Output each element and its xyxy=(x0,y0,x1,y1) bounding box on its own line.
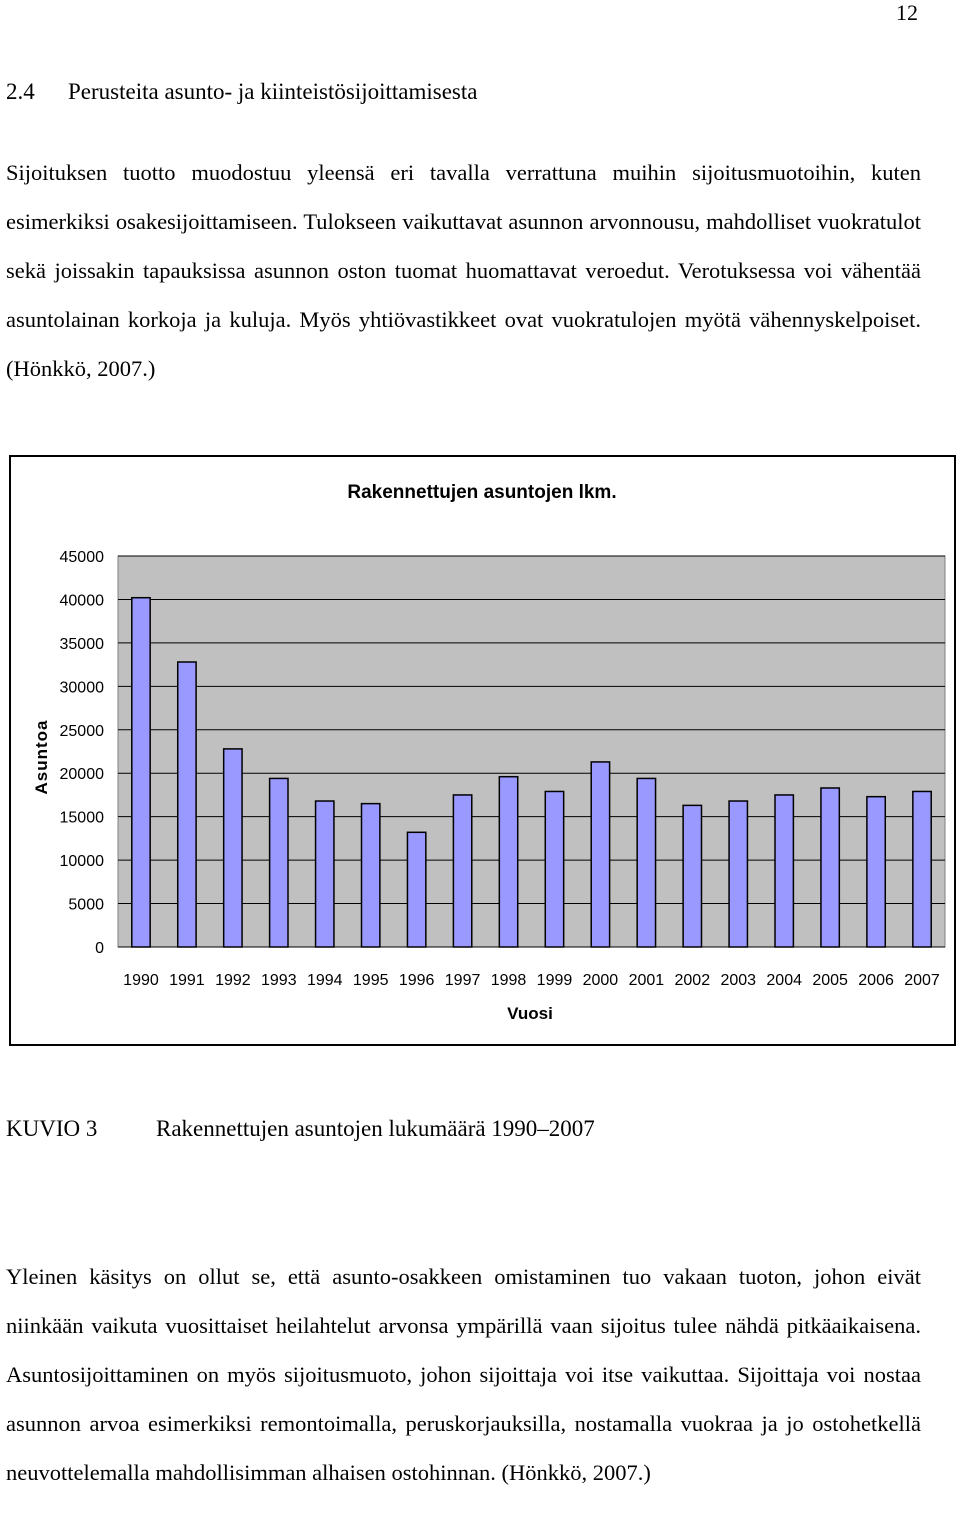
bar-2006 xyxy=(867,797,885,947)
x-tick-label: 2007 xyxy=(904,972,940,989)
x-tick-label: 1990 xyxy=(123,972,159,989)
y-tick-label: 40000 xyxy=(59,592,104,610)
caption-label: KUVIO 3 xyxy=(6,1116,98,1141)
body-paragraph-1: Sijoituksen tuotto muodostuu yleensä eri tavalla verrattuna muihin sijoitusmuotoihin, kuten esimerkiksi osakesijoittamiseen. Tulokseen vaikuttavat asunnon arvonnousu, mahdolliset vuokratulot sekä joissakin tapauksissa asunnon oston tuomat huomattavat veroedut. Verotuksessa voi vähentää asuntolainan korkoja ja kuluja. Myös yhtiövastikkeet ovat vuokratulojen myötä vähennyskelpoiset. (Hönkkö, 2007.) xyxy=(6,160,921,381)
y-tick-label: 35000 xyxy=(59,635,104,653)
x-tick-label: 2003 xyxy=(720,972,757,989)
x-tick-label: 1994 xyxy=(306,972,343,989)
y-tick-label: 20000 xyxy=(59,766,104,784)
section-heading xyxy=(6,78,477,106)
caption-text: Rakennettujen asuntojen lukumäärä 1990–2007 xyxy=(156,1116,595,1141)
bar-2007 xyxy=(913,791,931,947)
x-tick-label: 2004 xyxy=(766,972,802,989)
bar-1992 xyxy=(224,749,242,947)
y-tick-labels xyxy=(60,549,105,957)
y-tick-label: 25000 xyxy=(59,722,104,740)
x-tick-label: 1991 xyxy=(169,972,205,989)
bar-1990 xyxy=(132,598,150,947)
bar-2004 xyxy=(775,795,793,947)
y-tick-label: 30000 xyxy=(59,679,104,697)
bar-chart xyxy=(11,457,954,1044)
chart-title: Rakennettujen asuntojen lkm. xyxy=(347,482,617,503)
y-tick-label: 0 xyxy=(95,940,104,957)
bar-1995 xyxy=(362,804,380,947)
x-tick-label: 2000 xyxy=(582,972,619,989)
y-tick-label: 10000 xyxy=(59,853,104,871)
bar-1993 xyxy=(270,778,288,947)
x-tick-label: 2006 xyxy=(858,972,894,989)
x-tick-label: 2005 xyxy=(812,972,848,989)
bar-2001 xyxy=(637,778,655,947)
bar-1998 xyxy=(499,777,517,947)
bar-2003 xyxy=(729,801,747,947)
x-tick-label: 2001 xyxy=(628,972,665,989)
section-title: Perusteita asunto- ja kiinteistösijoittamisesta xyxy=(68,79,478,104)
y-axis-label: Asuntoa xyxy=(32,719,51,795)
x-tick-label: 1999 xyxy=(536,972,573,989)
bar-1997 xyxy=(453,795,471,947)
bar-2005 xyxy=(821,788,839,947)
y-tick-label: 5000 xyxy=(68,896,104,914)
section-number: 2.4 xyxy=(6,79,35,104)
x-tick-label: 1996 xyxy=(398,972,435,989)
body-paragraph-2: Yleinen käsitys on ollut se, että asunto-osakkeen omistaminen tuo vakaan tuoton, johon eivät niinkään vaikuta vuosittaiset heilahtelut arvonsa ympärillä vaan sijoitus tulee nähdä pitkäaikaisena. Asuntosijoittaminen on myös sijoitusmuoto, johon sijoittaja voi itse vaikuttaa. Sijoittaja voi nostaa asunnon arvoa esimerkiksi remontoimalla, peruskorjauksilla, nostamalla vuokraa ja jo ostohetkellä neuvottelemalla mahdollisimman alhaisen ostohinnan. (Hönkkö, 2007.) xyxy=(6,1264,921,1485)
x-tick-label: 1992 xyxy=(215,972,251,989)
x-tick-labels xyxy=(123,972,940,989)
x-tick-label: 2002 xyxy=(674,972,711,989)
chart-frame xyxy=(9,455,956,1046)
bar-2000 xyxy=(591,762,609,947)
bar-2002 xyxy=(683,805,701,947)
figure-caption xyxy=(6,1114,595,1144)
bar-1994 xyxy=(316,801,334,947)
x-axis-label: Vuosi xyxy=(507,1004,553,1023)
page-number: 12 xyxy=(896,0,918,25)
y-tick-label: 45000 xyxy=(59,549,104,566)
x-tick-label: 1998 xyxy=(490,972,527,989)
bar-1991 xyxy=(178,662,196,947)
x-tick-label: 1997 xyxy=(444,972,481,989)
y-tick-label: 15000 xyxy=(59,809,104,827)
bar-1996 xyxy=(407,832,425,947)
bar-1999 xyxy=(545,791,563,947)
x-tick-label: 1995 xyxy=(352,972,389,989)
x-tick-label: 1993 xyxy=(261,972,297,989)
